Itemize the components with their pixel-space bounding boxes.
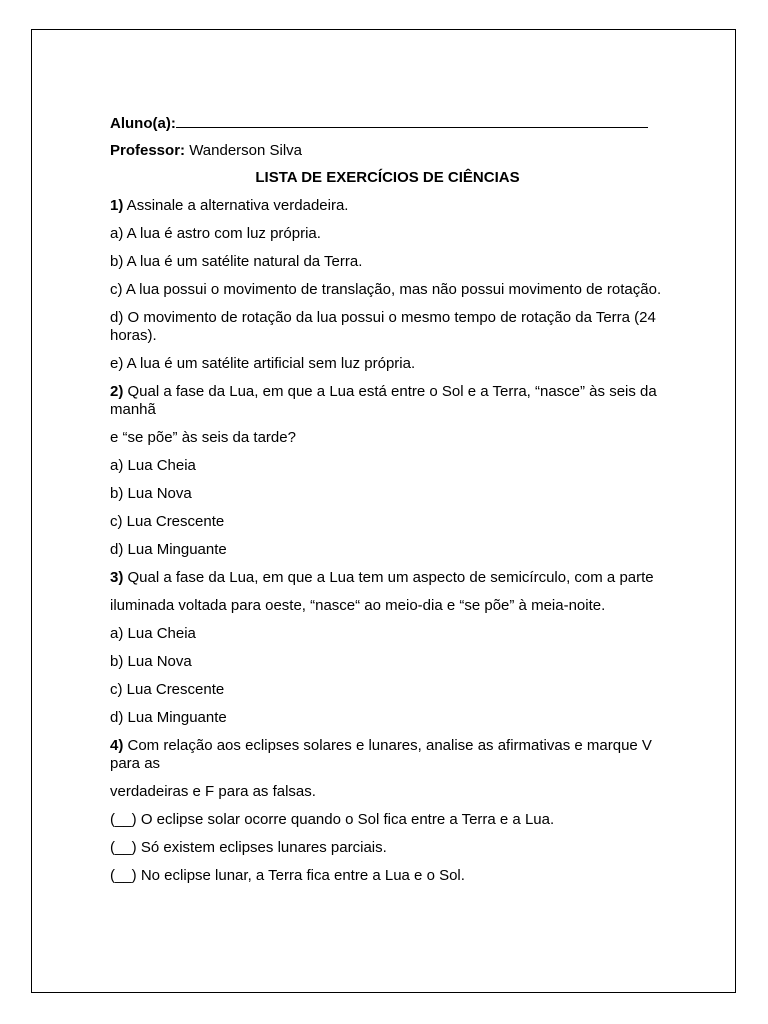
- question-1-option-d: d) O movimento de rotação da lua possui o mesmo tempo de rotação da Terra (24 horas).: [110, 309, 656, 344]
- question-2-text: Qual a fase da Lua, em que a Lua está entre o Sol e a Terra, “nasce” às seis da manhã: [110, 383, 657, 418]
- question-3-text: Qual a fase da Lua, em que a Lua tem um aspecto de semicírculo, com a parte: [123, 569, 654, 586]
- page-title: LISTA DE EXERCÍCIOS DE CIÊNCIAS: [255, 169, 520, 186]
- question-4-text: Com relação aos eclipses solares e lunares, analise as afirmativas e marque V para as: [110, 737, 652, 772]
- question-1-text: Assinale a alternativa verdadeira.: [123, 197, 349, 214]
- student-name-line: [110, 113, 665, 133]
- question-4-number: 4): [110, 737, 124, 754]
- question-4-statement-3: (__) No eclipse lunar, a Terra fica entre a Lua e o Sol.: [110, 867, 465, 884]
- question-3-option-c: c) Lua Crescente: [110, 681, 225, 698]
- question-2-option-c: c) Lua Crescente: [110, 513, 225, 530]
- question-2-option-d: d) Lua Minguante: [110, 541, 227, 558]
- student-label: Aluno(a):: [110, 115, 176, 132]
- teacher-line: [110, 142, 665, 160]
- question-4-prompt-continuation: verdadeiras e F para as falsas.: [110, 783, 316, 800]
- question-4-statement-2: (__) Só existem eclipses lunares parciais.: [110, 839, 387, 856]
- question-2-prompt: [110, 383, 665, 419]
- question-1-option-e: e) A lua é um satélite artificial sem luz própria.: [110, 355, 416, 372]
- teacher-name: Wanderson Silva: [185, 142, 303, 159]
- question-4-prompt: [110, 737, 665, 773]
- question-2-option-b: b) Lua Nova: [110, 485, 192, 502]
- question-3-number: 3): [110, 569, 124, 586]
- teacher-label: Professor:: [110, 142, 186, 159]
- question-1-option-a: a) A lua é astro com luz própria.: [110, 225, 321, 242]
- question-2-number: 2): [110, 383, 124, 400]
- document-page: [31, 29, 736, 993]
- question-3-option-d: d) Lua Minguante: [110, 709, 227, 726]
- question-4-statement-1: (__) O eclipse solar ocorre quando o Sol fica entre a Terra e a Lua.: [110, 811, 555, 828]
- question-3-option-a: a) Lua Cheia: [110, 625, 196, 642]
- question-2-option-a: a) Lua Cheia: [110, 457, 196, 474]
- student-name-blank: [176, 113, 648, 128]
- question-1-option-c: c) A lua possui o movimento de translação, mas não possui movimento de rotação.: [110, 281, 662, 298]
- question-1-prompt: [110, 197, 665, 215]
- question-3-prompt-continuation: iluminada voltada para oeste, “nasce“ ao meio-dia e “se põe” à meia-noite.: [110, 597, 606, 614]
- document-content: [110, 113, 665, 895]
- question-3-prompt: [110, 569, 665, 587]
- question-2-prompt-continuation: e “se põe” às seis da tarde?: [110, 429, 296, 446]
- question-1-option-b: b) A lua é um satélite natural da Terra.: [110, 253, 363, 270]
- question-1-number: 1): [110, 197, 124, 214]
- question-3-option-b: b) Lua Nova: [110, 653, 192, 670]
